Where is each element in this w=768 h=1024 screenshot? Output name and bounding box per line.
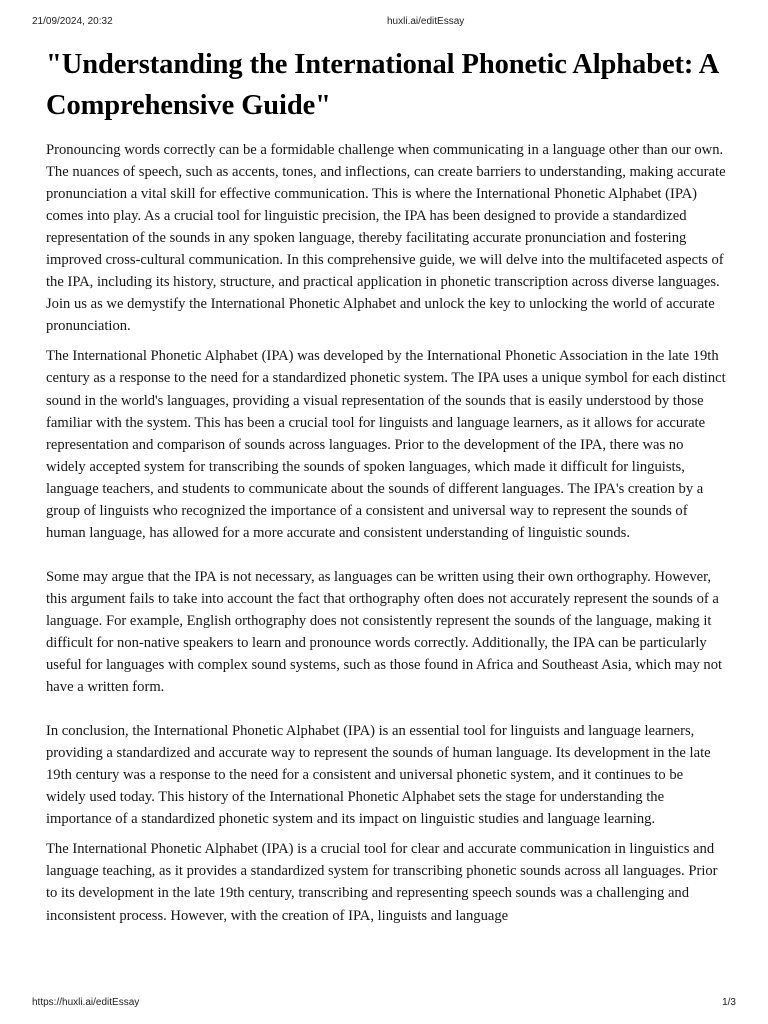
paragraph-spacer — [46, 337, 726, 345]
essay-title: "Understanding the International Phonetic Alphabet: A Comprehensive Guide" — [46, 49, 718, 121]
essay-paragraph-2: The International Phonetic Alphabet (IPA) was developed by the International Phonetic Association in the late 19th century as a response to the need for a standardized phonetic system. The IPA uses a unique symbol for each distinct sound in the world's languages, providing a visual representation of the sounds that is easily understood by those familiar with the system. This has been a crucial tool for linguists and language learners, as it allows for accurate representation and comparison of sounds across languages. Prior to the development of the IPA, there was no widely accepted system for transcribing the sounds of spoken languages, which made it difficult for linguists, language teachers, and students to communicate about the sounds of different languages. The IPA's creation by a group of linguists who recognized the importance of a consistent and universal way to represent the sounds of human language, has allowed for a more accurate and consistent understanding of linguistic sounds. — [46, 348, 726, 541]
essay-paragraph-5: The International Phonetic Alphabet (IPA) is a crucial tool for clear and accurate communication in linguistics and language teaching, as it provides a standardized system for transcribing phonetic sounds across all languages. Prior to its development in the late 19th century, transcribing and representing speech sounds was a challenging and inconsistent process. However, with the creation of IPA, linguists and language — [46, 841, 718, 924]
essay-paragraph-1: Pronouncing words correctly can be a formidable challenge when communicating in a language other than our own. The nuances of speech, such as accents, tones, and inflections, can create barriers to understanding, making accurate pronunciation a vital skill for effective communication. This is where the International Phonetic Alphabet (IPA) comes into play. As a crucial tool for linguistic precision, the IPA has been designed to provide a standardized representation of the sounds in any spoken language, thereby facilitating accurate pronunciation and fostering improved cross-cultural communication. In this comprehensive guide, we will delve into the multifaceted aspects of the IPA, including its history, structure, and practical application in phonetic transcription across diverse languages. Join us as we demystify the International Phonetic Alphabet and unlock the key to unlocking the world of accurate pronunciation. — [46, 142, 726, 335]
print-header — [32, 16, 736, 30]
print-footer — [32, 997, 736, 1011]
paragraph-spacer — [46, 698, 726, 720]
page-number: 1/3 — [722, 997, 736, 1008]
essay-document — [46, 44, 726, 927]
essay-paragraph-3: Some may argue that the IPA is not necessary, as languages can be written using their own orthography. However, this argument fails to take into account the fact that orthography often does not accurately represent the sounds of a language. For example, English orthography does not consistently represent the sounds of the language, making it difficult for non-native speakers to learn and pronounce words correctly. Additionally, the IPA can be particularly useful for languages with complex sound systems, such as those found in Africa and Southeast Asia, which may not have a written form. — [46, 568, 723, 696]
print-datetime: 21/09/2024, 20:32 — [32, 16, 113, 27]
footer-url: https://huxli.ai/editEssay — [32, 997, 140, 1008]
essay-paragraph-4: In conclusion, the International Phonetic Alphabet (IPA) is an essential tool for linguists and language learners, providing a standardized and accurate way to represent the sounds of human language. Its development in the late 19th century was a response to the need for a consistent and universal phonetic system, and it continues to be widely used today. This history of the International Phonetic Alphabet sets the stage for understanding the importance of a standardized phonetic system and its impact on linguistic studies and language learning. — [46, 723, 711, 828]
print-url: huxli.ai/editEssay — [387, 16, 465, 27]
paragraph-spacer — [46, 830, 726, 838]
paragraph-spacer — [46, 544, 726, 566]
